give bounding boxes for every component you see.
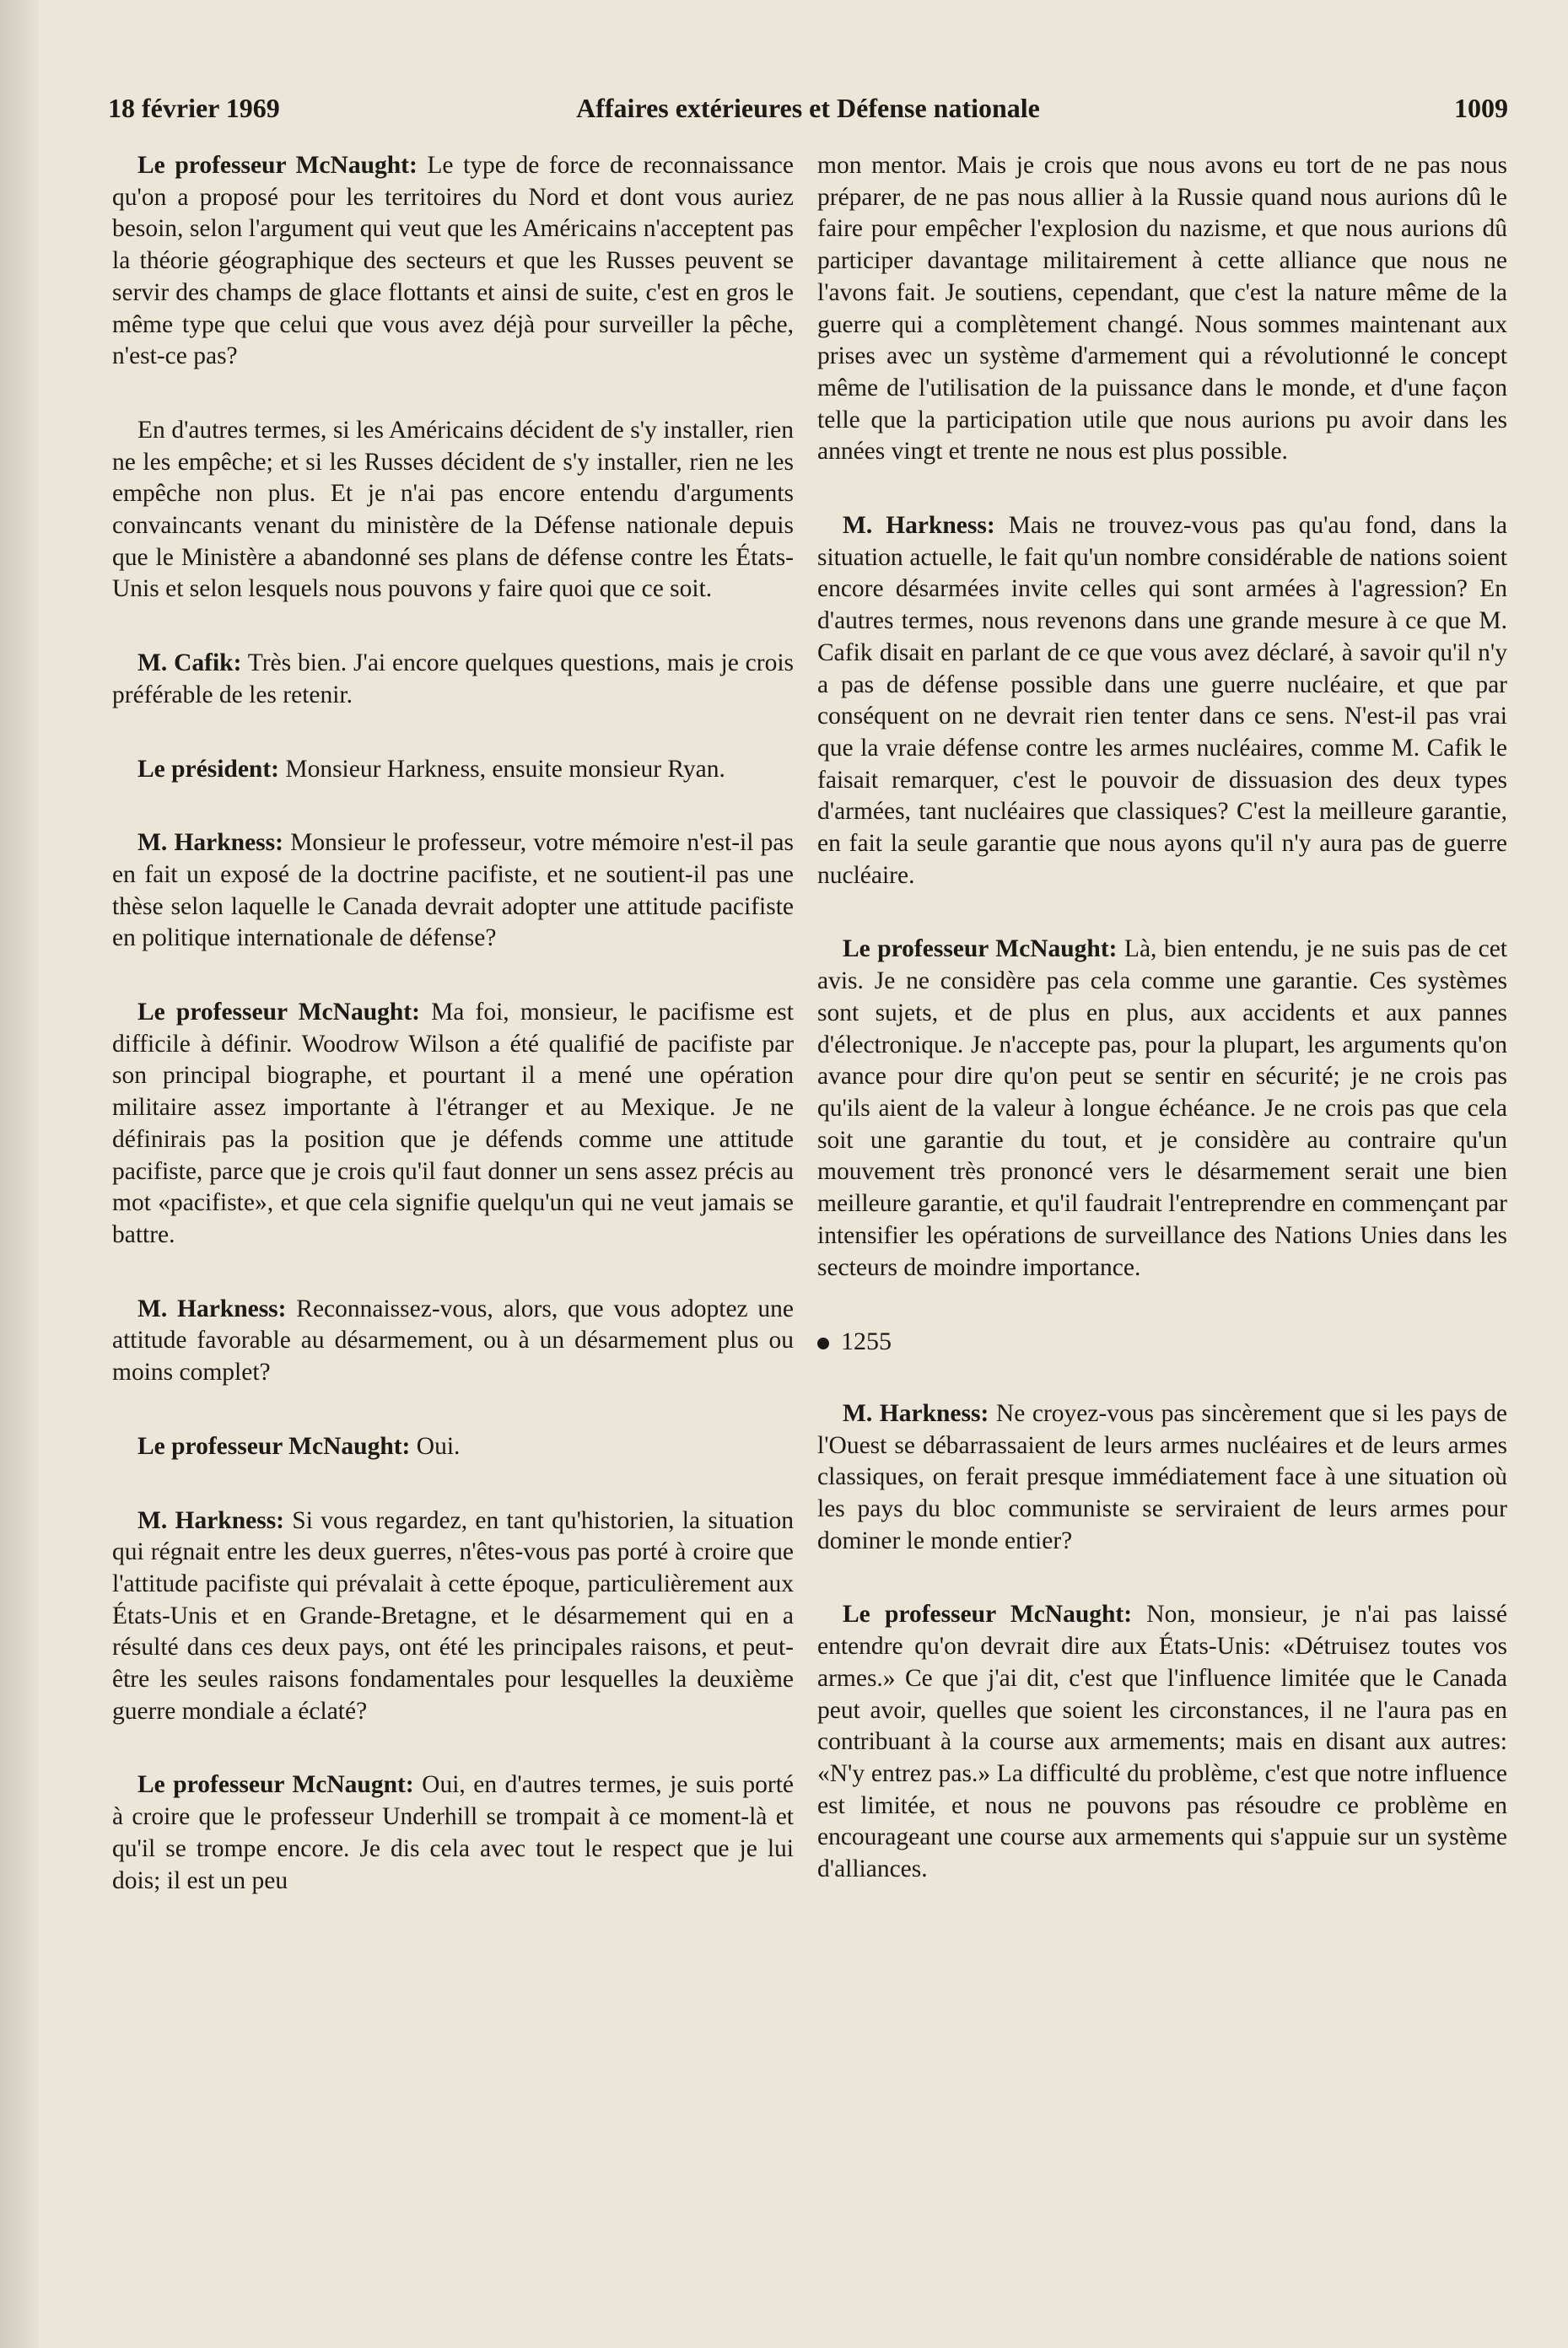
paragraph — [817, 1398, 1507, 1558]
paragraph-text: Le type de force de reconnaissance qu'on a proposé pour les territoires du Nord et dont vous auriez besoin, selon l'argument qui veut que les Américains n'acceptent pas la théorie géographique des secteurs et que les Russes peuvent se servir des champs de glace flottants et ainsi de suite, c'est en gros le même type que celui que vous avez déjà pour surveiller la pêche, n'est-ce pas? — [112, 152, 794, 370]
speaker-name: Le professeur McNaught: — [137, 1432, 411, 1460]
paragraph-text: Reconnaissez-vous, alors, que vous adoptez une attitude favorable au désarmement, ou à un désarmement plus ou moins complet? — [112, 1295, 795, 1387]
paragraph-text: Ma foi, monsieur, le pacifisme est difficile à définir. Woodrow Wilson a été qualifié de pacifiste par son principal biographe, et pourtant il a mené une opération militaire assez importante à l'étranger et au Mexique. Je ne définirais pas la position que je défends comme une attitude pacifiste, parce que je crois qu'il faut donner un sens assez précis au mot «pacifiste», et que cela signifie quelqu'un qui ne veut jamais se battre. — [112, 999, 794, 1248]
header-date: 18 février 1969 — [108, 93, 280, 123]
page-header — [108, 93, 1508, 135]
speaker-name: Le professeur McNaught: — [137, 999, 420, 1026]
paragraph — [112, 997, 794, 1252]
speaker-name: Le professeur McNaught: — [843, 935, 1118, 963]
paragraph — [817, 934, 1507, 1284]
speaker-name: M. Harkness: — [843, 512, 995, 540]
speaker-name: M. Harkness: — [137, 1295, 287, 1322]
paragraph-text: Oui. — [410, 1432, 461, 1460]
paragraph-text: Si vous regardez, en tant qu'historien, la situation qui régnait entre les deux guerres, n'êtes-vous pas porté à croire que l'attitude pacifiste qui prévalait à cette époque, particulièrement aux États-Unis et en Grande-Bretagne, et le désarmement qui en a résulté dans ces deux pays, ont été les principales raisons, et peut-être les seules raisons fondamentales pour lesquelles la deuxième guerre mondiale a éclaté? — [112, 1506, 794, 1725]
paragraph-text: Non, monsieur, je n'ai pas laissé entendre qu'on devrait dire aux États-Unis: «Détruisez toutes vos armes.» Ce que j'ai dit, c'est que l'influence limitée que le Canada peut avoir, quelles que soient les circonstances, il ne l'aura pas en contribuant à la course aux armements; mais en disant aux autres: «N'y entrez pas.» La difficulté du problème, c'est que notre influence est limitée, et nous ne pouvons pas résoudre ce problème en encourageant une course aux armements qui s'appuie sur un système d'alliances. — [817, 1601, 1507, 1883]
paragraph — [112, 415, 794, 606]
paragraph — [817, 1599, 1507, 1885]
paragraph-text: Là, bien entendu, je ne suis pas de cet avis. Je ne considère pas cela comme une garantie. Ces systèmes sont sujets, et de plus en plus, aux accidents et aux pannes d'électronique. Je n'accepte pas, pour la plupart, les arguments qu'on avance pour dire qu'on peut se sentir en sécurité; je ne crois pas qu'ils aient de la valeur à longue échéance. Je ne crois pas que cela soit une garantie du tout, et je considère au contraire qu'un mouvement très prononcé vers le désarmement serait une bien meilleure garantie, et qu'il faudrait l'entreprendre en commençant par intensifier les opérations de surveillance des Nations Unies dans les secteurs de moindre importance. — [817, 935, 1507, 1281]
paragraph-text: Mais ne trouvez-vous pas qu'au fond, dans la situation actuelle, le fait qu'un nombre considérable de nations soient encore désarmées invite celles qui sont armées à l'agression? En d'autres termes, nous revenons dans une grande mesure à ce que M. Cafik disait en parlant de ce que vous avez déclaré, à savoir qu'il n'y a pas de défense possible dans une guerre nucléaire, et que par conséquent on ne devrait rien tenter dans ce sens. N'est-il pas vrai que la vraie défense contre les armes nucléaires, comme M. Cafik le faisait remarquer, c'est le pouvoir de dissuasion des deux types d'armées, tant nucléaires que classiques? C'est la meilleure garantie, en fait la seule garantie que nous ayons qu'il n'y aura pas de guerre nucléaire. — [817, 512, 1508, 889]
paragraph-text: mon mentor. Mais je crois que nous avons eu tort de ne pas nous préparer, de ne pas nous allier à la Russie quand nous aurions dû le faire pour empêcher l'explosion du nazisme, et que nous aurions dû participer davantage militairement à cette alliance que nous ne l'avons fait. Je soutiens, cependant, que c'est la nature même de la guerre qui a complètement changé. Nous sommes maintenant aux prises avec un système d'armement qui a révolutionné le concept même de l'utilisation de la puissance dans le monde, et d'une façon telle que la participation utile que nous aurions pu avoir dans les années vingt et trente ne nous est plus possible. — [817, 152, 1507, 466]
paragraph-text: Monsieur le professeur, votre mémoire n'est-il pas en fait un exposé de la doctrine pacifiste, et ne soutient-il pas une thèse selon laquelle le Canada devrait adopter une attitude pacifiste en politique internationale de défense? — [112, 829, 794, 952]
paragraph — [112, 827, 794, 955]
page-number: 1009 — [1454, 93, 1508, 123]
paragraph — [112, 648, 794, 711]
paragraph — [112, 1505, 794, 1728]
paragraph-text: Ne croyez-vous pas sincèrement que si les pays de l'Ouest se débarrassaient de leurs armes nucléaires et de leurs armes classiques, on ferait presque immédiatement face à une situation où les pays du bloc communiste se serviraient de leurs armes pour dominer le monde entier? — [817, 1399, 1507, 1554]
bullet-icon — [817, 1338, 829, 1349]
paragraph — [817, 150, 1507, 468]
paragraph — [112, 1431, 794, 1463]
paragraph — [817, 510, 1507, 891]
speaker-name: Le professeur McNaught: — [843, 1601, 1133, 1629]
left-column — [112, 150, 794, 1917]
paragraph-text: Monsieur Harkness, ensuite monsieur Ryan. — [278, 755, 725, 783]
speaker-name: M. Cafik: — [137, 649, 242, 677]
paragraph-text: Oui, en d'autres termes, je suis porté à croire que le professeur Underhill se trompait à ce moment-là et qu'il se trompe encore. Je dis cela avec tout le respect que je lui dois; il est un peu — [112, 1771, 794, 1894]
time-marker — [817, 1326, 1507, 1358]
paragraph — [112, 754, 794, 786]
paragraph — [112, 1294, 794, 1389]
book-spine — [0, 0, 39, 2348]
right-column — [817, 150, 1507, 1906]
speaker-name: M. Harkness: — [137, 829, 283, 857]
header-title: Affaires extérieures et Défense nationale — [576, 93, 1040, 123]
speaker-name: Le président: — [137, 755, 279, 783]
speaker-name: Le professeur McNaught: — [137, 152, 418, 179]
paragraph — [112, 1769, 794, 1897]
paragraph-text: Très bien. J'ai encore quelques questions, mais je crois préférable de les retenir. — [112, 649, 795, 708]
speaker-name: Le professeur McNaugnt: — [137, 1771, 414, 1799]
time-marker-label: 1255 — [841, 1327, 892, 1356]
paragraph-text: En d'autres termes, si les Américains décident de s'y installer, rien ne les empêche; et si les Russes décident de s'y installer, rien ne les empêche non plus. Et je n'ai pas encore entendu d'arguments convaincants venant du ministère de la Défense nationale depuis que le Ministère a abandonné ses plans de défense contre les États-Unis et selon lesquels nous pouvons y faire quoi que ce soit. — [112, 416, 794, 603]
speaker-name: M. Harkness: — [843, 1399, 989, 1427]
speaker-name: M. Harkness: — [137, 1506, 284, 1534]
paragraph — [112, 150, 794, 373]
